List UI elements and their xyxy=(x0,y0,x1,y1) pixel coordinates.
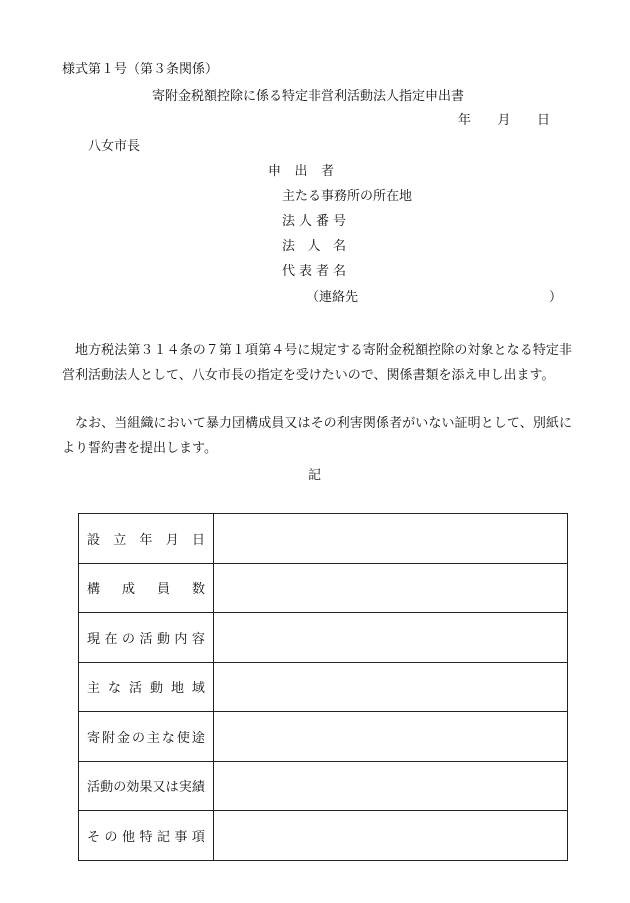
date-year-label: 年 xyxy=(458,113,472,128)
table-row xyxy=(79,811,568,861)
contact-close: ） xyxy=(549,290,563,305)
row-value-cell[interactable] xyxy=(214,761,568,811)
ki-marker: 記 xyxy=(308,468,322,483)
body-paragraph-1: 地方税法第３１４条の７第１項第４号に規定する寄附金税額控除の対象となる特定非営利活動法人として、八女市長の指定を受けたいので、関係書類を添え申し出ます。 xyxy=(62,343,572,383)
details-table xyxy=(78,513,568,861)
row-label: 寄 附 金 の 主 な 使 途 xyxy=(87,730,205,746)
row-label-cell xyxy=(79,712,214,762)
body-paragraph-2: なお、当組織において暴力団構成員又はその利害関係者がいない証明として、別紙により誓約書を提出します。 xyxy=(62,416,572,456)
row-label: 現 在 の 活 動 内 容 xyxy=(87,631,205,647)
row-label-cell xyxy=(79,514,214,564)
form-number: 様式第１号（第３条関係） xyxy=(62,62,219,77)
row-label-cell xyxy=(79,811,214,861)
field-office-address: 主たる事務所の所在地 xyxy=(282,189,413,204)
addressee: 八女市長 xyxy=(88,139,141,154)
row-value-cell[interactable] xyxy=(214,811,568,861)
row-value-cell[interactable] xyxy=(214,613,568,663)
table-row xyxy=(79,613,568,663)
form-title: 寄附金税額控除に係る特定非営利活動法人指定申出書 xyxy=(152,89,465,104)
row-label: 活 動 の 効 果 又 は 実 績 xyxy=(87,780,205,796)
table-row xyxy=(79,712,568,762)
row-label: 設 立 年 月 日 xyxy=(87,532,205,548)
field-corporate-number: 法 人 番 号 xyxy=(282,214,346,229)
table-row xyxy=(79,563,568,613)
row-label-cell xyxy=(79,613,214,663)
row-label: 主 な 活 動 地 域 xyxy=(87,681,205,697)
date-day-label: 日 xyxy=(536,113,550,128)
table-row xyxy=(79,761,568,811)
applicant-heading: 申 出 者 xyxy=(268,164,334,179)
row-label-cell xyxy=(79,761,214,811)
row-value-cell[interactable] xyxy=(214,563,568,613)
row-label: 構 成 員 数 xyxy=(87,582,205,598)
date-line xyxy=(458,113,550,129)
row-value-cell[interactable] xyxy=(214,662,568,712)
row-label-cell xyxy=(79,563,214,613)
table-row xyxy=(79,662,568,712)
contact-open: （連絡先 xyxy=(306,290,359,305)
row-value-cell[interactable] xyxy=(214,712,568,762)
row-label: そ の 他 特 記 事 項 xyxy=(87,829,205,845)
row-value-cell[interactable] xyxy=(214,514,568,564)
field-representative-name: 代 表 者 名 xyxy=(282,264,346,279)
row-label-cell xyxy=(79,662,214,712)
table-row xyxy=(79,514,568,564)
date-month-label: 月 xyxy=(497,113,511,128)
field-corporate-name: 法 人 名 xyxy=(282,239,346,254)
